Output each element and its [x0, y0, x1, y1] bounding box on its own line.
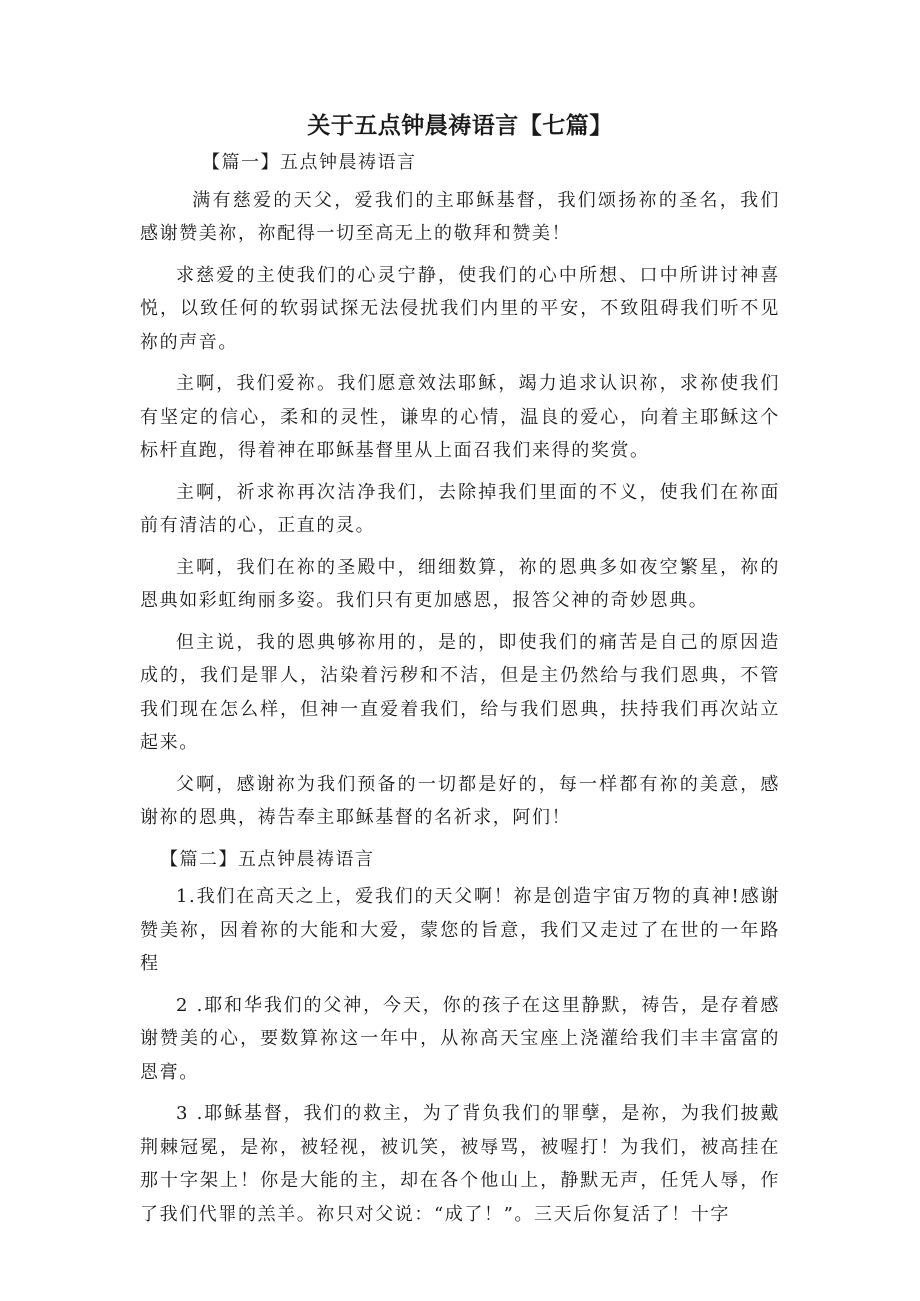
paragraph: 3 .耶稣基督，我们的救主，为了背负我们的罪孽，是祢，为我们披戴荆棘冠冕，是祢，被轻视，被讥笑，被辱骂，被喔打！为我们，被高挂在那十字架上！你是大能的主，却在各个他山上，静默无声，任凭人辱，作了我们代罪的羔羊。祢只对父说：“成了！”。三天后你复活了！十字 — [140, 1103, 780, 1225]
paragraph: 父啊，感谢祢为我们预备的一切都是好的，每一样都有祢的美意，感谢祢的恩典，祷告奉主耶稣基督的名祈求，阿们！ — [140, 773, 780, 828]
document-title: 关于五点钟晨祷语言【七篇】 — [307, 113, 613, 139]
paragraph: 主啊，我们在祢的圣殿中，细细数算，祢的恩典多如夜空繁星，祢的恩典如彩虹绚丽多姿。我们只有更加感恩，报答父神的奇妙恩典。 — [140, 556, 780, 611]
document-body — [140, 146, 780, 1239]
paragraph: 满有慈爱的天父，爱我们的主耶稣基督，我们颂扬祢的圣名，我们感谢赞美祢，祢配得一切至高无上的敬拜和赞美！ — [140, 189, 780, 244]
paragraph: 1.我们在高天之上，爱我们的天父啊！祢是创造宇宙万物的真神!感谢赞美祢，因着祢的大能和大爱，蒙您的旨意，我们又走过了在世的一年路程 — [140, 886, 780, 974]
paragraph: 主啊，祈求祢再次洁净我们，去除掉我们里面的不义，使我们在祢面前有清洁的心，正直的灵。 — [140, 481, 780, 536]
paragraph: 主啊，我们爱祢。我们愿意效法耶稣，竭力追求认识祢，求祢使我们有坚定的信心，柔和的灵性，谦卑的心情，温良的爱心，向着主耶稣这个标杆直跑，得着神在耶稣基督里从上面召我们来得的奖赏。 — [140, 373, 780, 461]
section-heading-2: 【篇二】五点钟晨祷语言 — [160, 848, 375, 870]
paragraph: 但主说，我的恩典够祢用的，是的，即使我们的痛苦是自己的原因造成的，我们是罪人，沾染着污秽和不洁，但是主仍然给与我们恩典，不管我们现在怎么样，但神一直爱着我们，给与我们恩典，扶持我们再次站立起来。 — [140, 631, 780, 753]
paragraph: 2 .耶和华我们的父神，今天，你的孩子在这里静默，祷告，是存着感谢赞美的心，要数算祢这一年中，从祢高天宝座上浇灌给我们丰丰富富的恩膏。 — [140, 994, 780, 1083]
section-heading-1: 【篇一】五点钟晨祷语言 — [202, 152, 417, 173]
paragraph: 求慈爱的主使我们的心灵宁静，使我们的心中所想、口中所讲讨神喜悦，以致任何的软弱试探无法侵扰我们内里的平安，不致阻碍我们听不见祢的声音。 — [140, 264, 780, 353]
